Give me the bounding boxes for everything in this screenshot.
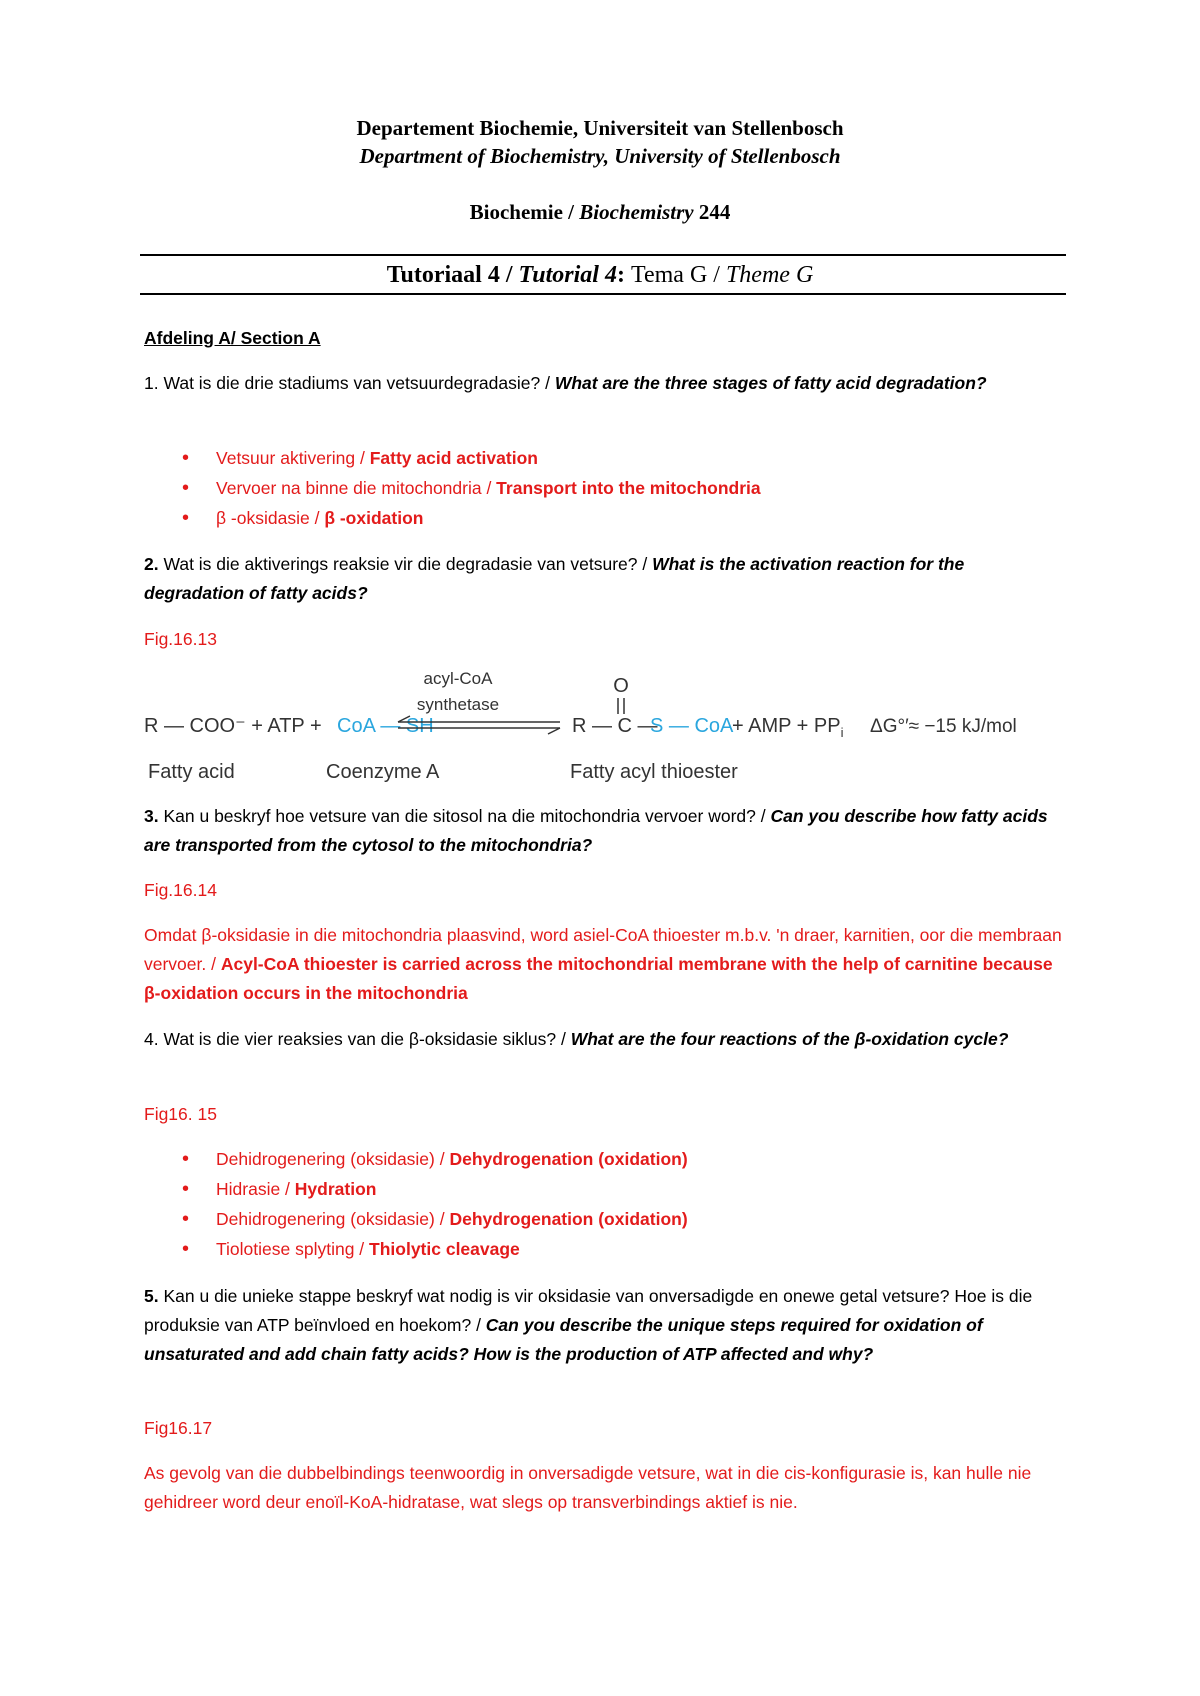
- title-afrikaans: Tutoriaal 4 /: [386, 262, 519, 288]
- title-top-rule: [140, 254, 1066, 256]
- q3-answer-afrikaans: Omdat β-oksidasie in die mitochondria plaasvind, word asiel-CoA thioester m.b.v. 'n draer, karnitien, oor die membraan vervoer. /: [144, 925, 1062, 974]
- q2-figure-ref: Fig.16.13: [144, 629, 217, 649]
- product-acyl-carbon: R — C —: [572, 715, 658, 737]
- q1-answers: [144, 443, 1064, 533]
- reactant-coenzyme-a: CoA — SH: [337, 715, 434, 737]
- q4-answer-item: • Hidrasie / Hydration: [144, 1174, 1064, 1204]
- q4-figure-ref: Fig16. 15: [144, 1104, 217, 1124]
- acyl-coa-reaction-figure: [140, 660, 1060, 790]
- q5-answer: As gevolg van die dubbelbindings teenwoordig in onversadigde vetsure, wat in die cis-konfigurasie is, kan hulle nie gehidreer word deur enoïl-KoA-hidratase, wat slegs op transverbindings aktief is nie.: [144, 1463, 1032, 1512]
- title-colon: :: [616, 262, 631, 288]
- products-amp-ppi: + AMP + $PP_i$: [732, 715, 844, 740]
- q1-answer-item: • β -oksidasie / β -oxidation: [144, 503, 1064, 533]
- q4-answer-item: • Tiolotiese splyting / Thiolytic cleavage: [144, 1234, 1064, 1264]
- q4-afrikaans: Wat is die vier reaksies van die β-oksidasie siklus? /: [158, 1029, 571, 1049]
- reactant-fatty-acid-atp: R — COO⁻ + ATP +: [144, 715, 322, 737]
- theme-afrikaans: Tema G /: [630, 262, 726, 288]
- question-1: [144, 369, 1064, 398]
- q3-answer-english: Acyl-CoA thioester is carried across the mitochondrial membrane with the help of carnitine because β-oxidation occurs in the mitochondria: [144, 954, 1053, 1003]
- question-2: [144, 550, 1064, 608]
- q3-english: Can you describe how fatty acids are transported from the cytosol to the mitochondria?: [144, 806, 1048, 855]
- q5-english: Can you describe the unique steps required for oxidation of unsaturated and add chain fatty acids? How is the production of ATP affected and why?: [144, 1315, 983, 1364]
- q5-afrikaans: Kan u die unieke stappe beskryf wat nodig is vir oksidasie van onversadigde en onewe getal vetsure? Hoe is die produksie van ATP beïnvloed en hoekom? /: [144, 1286, 1033, 1335]
- label-coenzyme-a: Coenzyme A: [326, 761, 440, 783]
- delta-g-value: ΔG°′≈ −15 kJ/mol: [870, 716, 1017, 737]
- q4-english: What are the four reactions of the β-oxidation cycle?: [570, 1029, 1009, 1049]
- q1-english: What are the three stages of fatty acid degradation?: [554, 373, 987, 393]
- q1-answer-item: • Vervoer na binne die mitochondria / Transport into the mitochondria: [144, 473, 1064, 503]
- q2-afrikaans: Wat is die aktiverings reaksie vir die degradasie van vetsure? /: [158, 554, 653, 574]
- label-fatty-acyl-thioester: Fatty acyl thioester: [570, 761, 738, 783]
- department-english: Department of Biochemistry, University of Stellenbosch: [359, 144, 841, 168]
- label-fatty-acid: Fatty acid: [148, 761, 235, 783]
- department-afrikaans: Departement Biochemie, Universiteit van Stellenbosch: [356, 116, 844, 140]
- q3-number: 3.: [144, 806, 159, 826]
- q1-afrikaans: Wat is die drie stadiums van vetsuurdegradasie? /: [158, 373, 555, 393]
- q2-number: 2.: [144, 554, 159, 574]
- question-5: [144, 1282, 1064, 1369]
- q1-answer-item: • Vetsuur aktivering / Fatty acid activation: [144, 443, 1064, 473]
- q3-figure-ref: Fig.16.14: [144, 880, 217, 900]
- q3-afrikaans: Kan u beskryf hoe vetsure van die sitosol na die mitochondria vervoer word? /: [158, 806, 771, 826]
- course-number: 244: [693, 200, 731, 224]
- q4-answer-item: • Dehidrogenering (oksidasie) / Dehydrogenation (oxidation): [144, 1204, 1064, 1234]
- q4-number: 4.: [144, 1029, 159, 1049]
- title-english: Tutorial 4: [518, 262, 617, 288]
- course-english: Biochemistry: [579, 200, 694, 224]
- q5-figure-ref: Fig16.17: [144, 1418, 213, 1438]
- tutorial-title: [0, 262, 1200, 289]
- question-4: [144, 1025, 1064, 1054]
- q2-english: What is the activation reaction for the degradation of fatty acids?: [144, 554, 965, 603]
- course-afrikaans: Biochemie /: [469, 200, 580, 224]
- enzyme-label-line-2: synthetase: [416, 695, 500, 714]
- q4-answers: [144, 1144, 1064, 1264]
- section-heading: Afdeling A/ Section A: [144, 328, 321, 348]
- product-thioester-coa: S — CoA: [650, 715, 734, 737]
- q1-number: 1.: [144, 373, 159, 393]
- question-3: [144, 802, 1064, 860]
- carbonyl-oxygen: O: [613, 675, 629, 697]
- theme-english: Theme G: [725, 262, 814, 288]
- q5-number: 5.: [144, 1286, 159, 1306]
- carbonyl-double-bond: [618, 698, 624, 714]
- title-bottom-rule: [140, 293, 1066, 295]
- q4-answer-item: • Dehidrogenering (oksidasie) / Dehydrogenation (oxidation): [144, 1144, 1064, 1174]
- q3-answer: [144, 921, 1064, 1008]
- enzyme-label-line-1: acyl-CoA: [423, 669, 493, 688]
- course-title: [0, 200, 1200, 225]
